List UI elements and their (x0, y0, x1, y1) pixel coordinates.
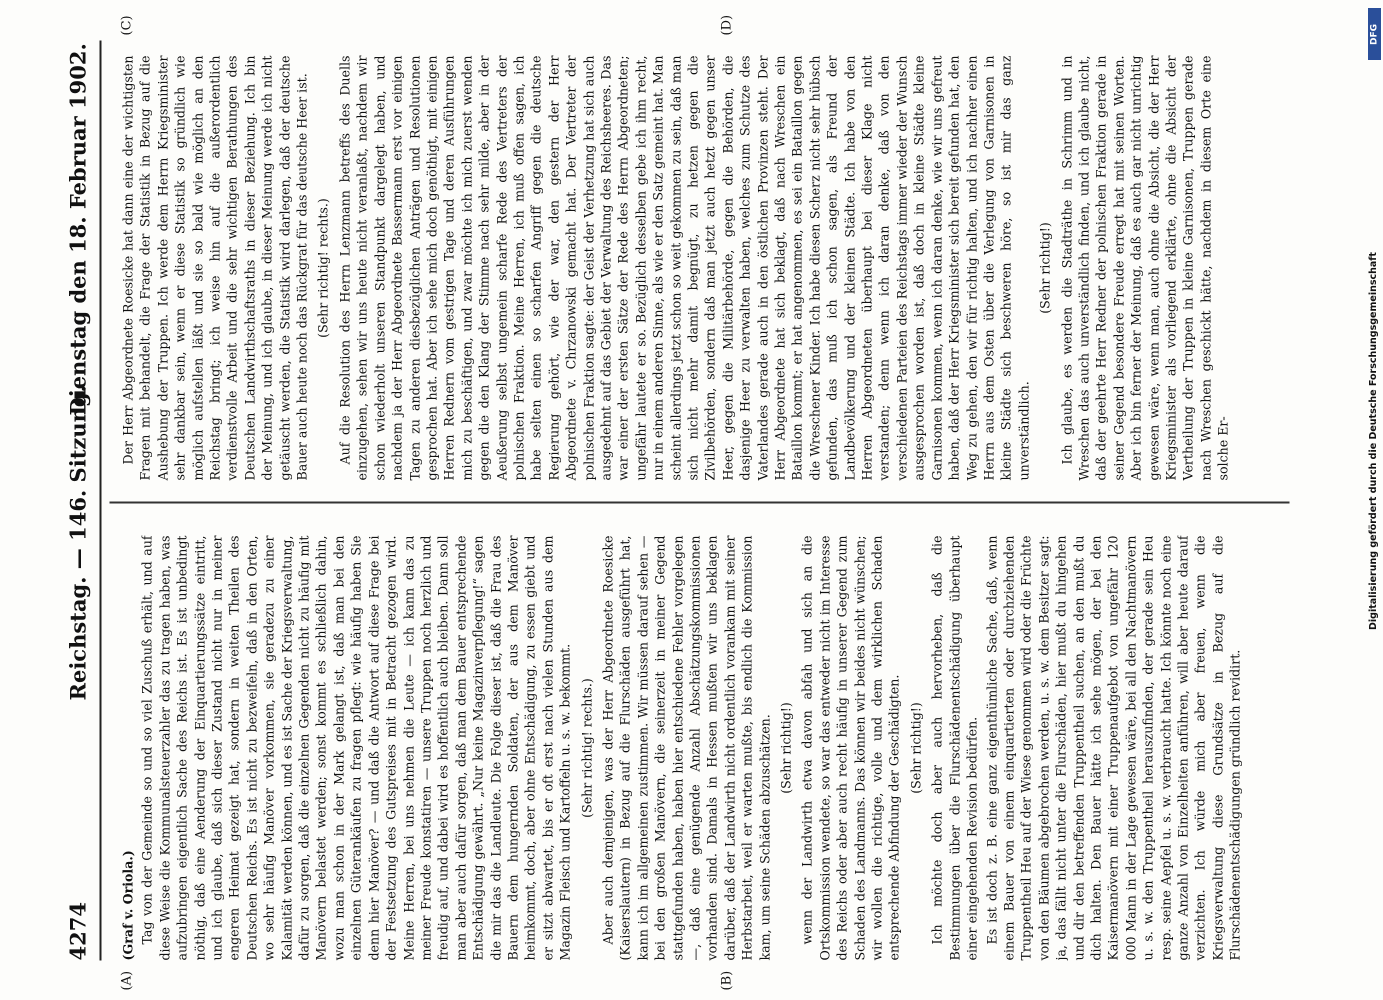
paragraph: Ich möchte doch aber auch hervorheben, daß die Bestimmungen über die Flurschädenentschädigung überhaupt einer eingehenden Revision bedürfen. (929, 535, 980, 961)
applause: (Sehr richtig! rechts.) (579, 678, 595, 818)
margin-marker-d: (D) (719, 14, 735, 36)
paragraph: Es ist doch z. B. eine ganz eigenthümliche Sache, daß, wenn einem Bauer von einem einquartierten oder durchziehenden Truppentheil Heu auf der Wiese genommen wird oder die Früchte von den Bäumen abgebrochen werden, u. s. w. dem Besitzer sagt: ja, das fällt nicht unter die Flurschäden, hier mußt du hingehen und dir den betreffenden Truppentheil suchen, an den mußt du dich halten. Den Bauer hätte ich sehe mögen, der bei den Kaisermanövern mit einer Truppenaufgebot von ungefähr 120 000 Mann in der Lage gewesen wäre, bei all den Nachtmanövern u. s. w. den Truppentheil herauszufinden, der gerade sein Heu resp. seine Aepfel u. s. w. verbraucht hatte. Ich könnte noch eine ganze Anzahl von Einzelheiten anführen, will aber heute darauf verzichten. Ich würde mich aber freuen, wenn die Kriegsverwaltung diese Grundsätze in Bezug auf die Flurschädenentschädigungen gründlich revidirt. (984, 535, 1243, 961)
margin-marker-b: (B) (719, 970, 735, 991)
paragraph: Auf die Resolution des Herrn Lenzmann betreffs des Duells einzugehen, sehen wir uns heute nicht veranlaßt, nachdem wir schon wiederholt unseren Standpunkt dargelegt haben, und nachdem ja der Herr Abgeordnete Bassermann erst vor einigen Tagen zu anderen diesbezüglichen Anträgen und Resolutionen gesprochen hat. Aber ich sehe mich doch genöthigt, mit einigen Herren Rednern vom gestrigen Tage und deren Ausführungen mich zu beschäftigen, und zwar möchte ich mich zuerst wenden gegen die den Klang der Stimme nach sehr milde, aber in der Aeußerung selbst ungemein scharfe Rede des Vertreters der polnischen Fraktion. Meine Herren, ich muß offen sagen, ich habe selten einen so scharfen Angriff gegen die deutsche Regierung gehört, wie der war, den gestern der Herr Abgeordnete v. Chrzanowski gemacht hat. Der Vertreter der polnischen Fraktion sagte: der Geist der Verhetzung hat sich auch ausgedehnt auf das Gebiet der Verwaltung des Reichsheeres. Das war einer der ersten Sätze der Rede des Herrn Abgeordneten; ungefähr lautete er so. Bezüglich desselben gebe ich ihm recht, nur in einem anderen Sinne, als wie er den Satz gemeint hat. Man scheint allerdings jetzt schon so weit gekommen zu sein, daß man sich nicht mehr damit begnügt, zu hetzen gegen die Zivilbehörden, sondern daß man jetzt auch hetzt gegen unser Heer, gegen die Militärbehörde, gegen die Behörden, die dasjenige Heer zu verwalten haben, welches zum Schutze des Vaterlandes gerade auch in den östlichen Provinzen steht. Der Herr Abgeordnete hat sich beklagt, daß nach Wreschen ein Bataillon kommt; er hat angenommen, es sei ein Bataillon gegen die Wreschener Kinder. Ich habe diesen Scherz nicht sehr hübsch gefunden, das muß ich schon sagen, als Freund der Landbevölkerung und der kleinen Städte. Ich habe von den Herren Abgeordneten überhaupt bei dieser Klage nicht verstanden; denn wenn ich daran denke, daß von den verschiedenen Parteien des Reichstags immer wieder der Wunsch ausgesprochen worden ist, daß doch in kleine Städte kleine Garnisonen kommen, wenn ich daran denke, wie wir uns gefreut haben, daß der Herr Kriegsminister sich bereit gefunden hat, den Weg zu gehen, den wir für richtig halten, und ich nachher einen Herrn aus dem Osten über die Verlegung von Garnisonen in kleine Städte sich beschweren höre, so ist mir das ganz unverständlich. (337, 55, 1032, 481)
paragraph: wenn der Landwirth etwa davon abfah und sich an die Ortskommission wendete, so war das entweder nicht im Interesse des Reichs oder aber auch recht häufig in unserer Gegend zum Schaden des Landmanns. Das können wir beides nicht wünschen; wir wollen die richtige, volle und dem wirklichen Schaden entsprechende Abfindung der Geschädigten. (799, 535, 902, 961)
header-right-title: Dienstag den 18. Februar 1902. (65, 43, 91, 416)
right-column (120, 56, 1290, 481)
digitization-credit: Digitalisierung gefördert durch die Deutsche Forschungsgemeinschaft (1368, 252, 1379, 630)
rotated-page-content (0, 1, 1383, 1000)
paragraph: Ich glaube, es werden die Stadträthe in Schrimm und in Wreschen das auch unverständlich finden, und ich glaube nicht, daß der geehrte Herr Redner der polnischen Fraktion gerade in seiner Gegend besondere Freude erregt hat mit seinen Worten. Aber ich bin ferner der Meinung, daß es auch gar nicht unrichtig gewesen wäre, wenn man, auch ohne die Absicht, die der Herr Kriegsminister als vorliegend erklärte, ohne die Absicht der Vertheilung der Truppen in kleine Garnisonen, Truppen gerade nach Wreschen geschickt hätte, nachdem in diesem Orte eine solche Er- (1059, 55, 1231, 481)
applause: (Sehr richtig!) (1037, 222, 1053, 314)
column-divider (110, 502, 1290, 504)
applause: (Sehr richtig! rechts.) (315, 198, 331, 338)
paragraph: Aber auch demjenigen, was der Herr Abgeordnete Roesicke (Kaiserslautern) in Bezug auf die Flurschäden ausgeführt hat, kann ich im allgemeinen zustimmen. Wir müssen darauf sehen — bei den großen Manövern, die seinerzeit in meiner Gegend stattgefunden haben, haben hier entschiedene Fehler vorgelegen —, daß eine genügende Anzahl Abschätzungskommissionen vorhanden sind. Damals in Hessen mußten wir uns beklagen darüber, daß der Landwirth nicht ordentlich vorankam mit seiner Herbstarbeit, weil er warten mußte, bis endlich die Kommission kam, um seine Schäden abzuschätzen. (600, 535, 773, 961)
left-column (120, 536, 1290, 961)
paragraph: Tag von der Gemeinde so und so viel Zuschuß erhält, und auf diese Weise die Kommunalsteuerzahler das zu tragen haben, was aufzubringen eigentlich Sache des Reichs ist. Es ist unbedingt nöthig, daß eine Aenderung der Einquartierungssätze eintritt, und ich glaube, daß sich dieser Zustand nicht nur in meiner engeren Heimat gezeigt hat, sondern in weiten Theilen des Deutschen Reichs. Es ist nicht zu bezweifeln, daß in den Orten, wo sehr häufig Manöver vorkommen, sie geradezu zu einer Kalamität werden können, und es ist Sache der Kriegsverwaltung, dafür zu sorgen, daß die einzelnen Gegenden nicht zu häufig mit Manövern belastet werden; sonst kommt es schließlich dahin, wozu man schon in der Mark gelangt ist, daß man bei den einzelnen Güterankäufen zu fragen pflegt: wie häufig haben Sie denn hier Manöver? — und daß die Antwort auf diese Frage bei der Festsetzung des Gutspreises mit in Betracht gezogen wird. Meine Herren, bei uns nehmen die Leute — ich kann das zu meiner Freude konstatiren — unsere Truppen noch herzlich und freudig auf, und dabei wird es hoffentlich auch bleiben. Dann soll man aber auch dafür sorgen, daß man dem Bauer entsprechende Entschädigung gewährt. „Nur keine Magazinverpflegung!“ sagen die mir das die Landleute. Die Folge dieser ist, daß die Frau des Bauern dem hungernden Soldaten, der aus dem Manöver heimkommt, doch, aber ohne Entschädigung, zu essen giebt und er sitzt abwartet, bis er oft erst nach vielen Stunden aus dem Magazin Fleisch und Kartoffeln u. s. w. bekommt. (139, 535, 573, 961)
applause: (Sehr richtig!) (908, 702, 924, 794)
header-left-title: Reichstag. — 146. Sitzung. (65, 385, 91, 701)
page-number: 4274 (65, 902, 91, 961)
page-header (60, 41, 102, 961)
margin-marker-c: (C) (119, 15, 135, 36)
margin-marker-a: (A) (119, 970, 135, 991)
paragraph: Der Herr Abgeordnete Roesicke hat dann eine der wichtigsten Fragen mit behandelt, die Frage der Statistik in Bezug auf die Aushebung der Truppen. Ich werde dem Herrn Kriegsminister sehr dankbar sein, wenn er diese Statistik so gründlich wie möglich aufstellen läßt und sie so bald wie möglich an den Reichstag bringt; ich weise hin auf die außerordentlich verdienstvolle Arbeit und die sehr wichtigen Berathungen des Deutschen Landwirthschaftsraths in dieser Beziehung. Ich bin der Meinung, und ich glaube, in dieser Meinung werde ich nicht getäuscht werden, die Statistik wird darlegen, daß der deutsche Bauer auch heute noch das Rückgrat für das deutsche Heer ist. (120, 55, 310, 481)
speaker-line: (Graf v. Oriola.) (120, 850, 136, 961)
applause: (Sehr richtig!) (778, 702, 794, 794)
dfg-logo: DFG (1368, 8, 1381, 60)
